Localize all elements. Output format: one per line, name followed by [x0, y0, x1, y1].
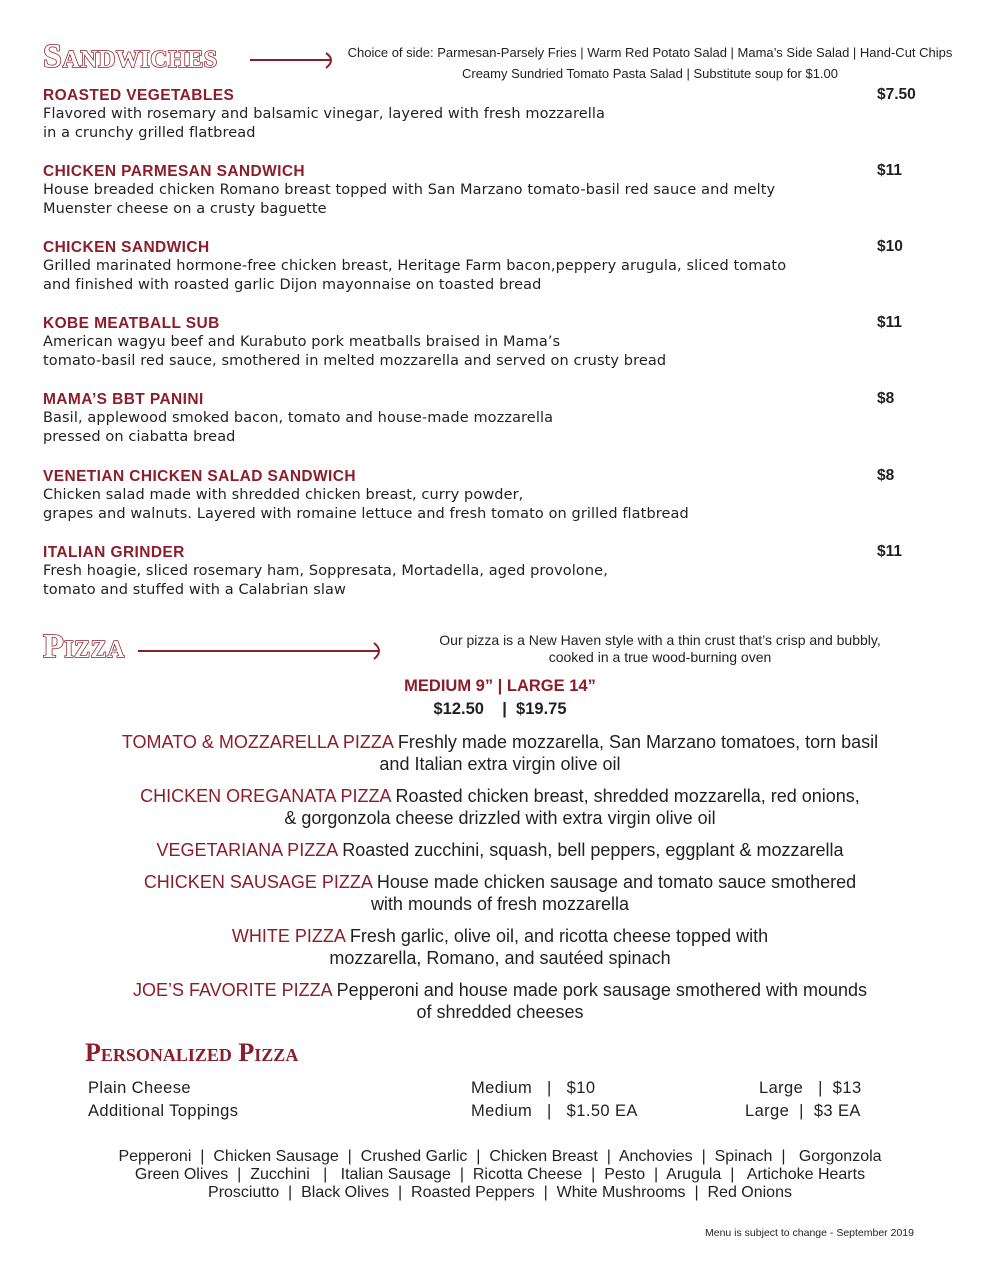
item-name: ROASTED VEGETABLES — [43, 87, 235, 104]
item-desc: House breaded chicken Romano breast topped with San Marzano tomato-basil red sauce and melty Muenster cheese on a crusty baguette — [43, 182, 776, 217]
item-name: VENETIAN CHICKEN SALAD SANDWICH — [43, 468, 356, 485]
pizza-prices: $12.50 | $19.75 — [433, 700, 567, 718]
item-name: CHICKEN SANDWICH — [43, 239, 210, 256]
toppings-list: Pepperoni | Chicken Sausage | Crushed Garlic | Chicken Breast | Anchovies | Spinach | Gorgonzola Green Olives | Zucchini | Italian Sausage | Ricotta Cheese | Pesto | Arugula | Artichoke Hearts Prosciutto | Black Olives | Roasted Peppers | White Mushrooms | Red Onions — [118, 1148, 882, 1201]
row-large: Large | $3 EA — [745, 1102, 861, 1120]
item-price: $8 — [877, 467, 895, 484]
footer-note: Menu is subject to change - September 2019 — [705, 1227, 914, 1239]
pizza-name: WHITE PIZZA — [231, 926, 345, 946]
sandwiches-header — [43, 40, 218, 74]
pizza-name: CHICKEN OREGANATA PIZZA — [140, 786, 391, 806]
pizza-note: Our pizza is a New Haven style with a thin crust that’s crisp and bubbly, cooked in a true wood-burning oven — [439, 632, 881, 665]
sandwich-item — [43, 314, 943, 371]
item-desc: Basil, applewood smoked bacon, tomato and house-made mozzarella pressed on ciabatta bread — [43, 410, 554, 445]
row-label: Plain Cheese — [88, 1079, 191, 1097]
pizza-item: WHITE PIZZA Fresh garlic, olive oil, and ricotta cheese topped with mozzarella, Romano, and sautéed spinach — [231, 926, 769, 968]
item-price: $11 — [877, 314, 903, 331]
sandwich-item — [43, 86, 943, 143]
item-name: ITALIAN GRINDER — [43, 544, 185, 561]
sides-line-2: Creamy Sundried Tomato Pasta Salad | Substitute soup for $1.00 — [461, 66, 839, 81]
item-price: $10 — [877, 238, 903, 255]
pizza-item: CHICKEN SAUSAGE PIZZA House made chicken sausage and tomato sauce smothered with mounds of fresh mozzarella — [143, 872, 857, 914]
pizza-item: CHICKEN OREGANATA PIZZA Roasted chicken breast, shredded mozzarella, red onions, & gorgonzola cheese drizzled with extra virgin olive oil — [140, 786, 860, 828]
sandwiches-divider-icon — [250, 50, 340, 72]
sandwich-item — [43, 467, 943, 524]
sandwich-item — [43, 390, 943, 447]
item-desc: Grilled marinated hormone-free chicken breast, Heritage Farm bacon,peppery arugula, sliced tomato and finished with roasted garlic Dijon mayonnaise on toasted bread — [43, 258, 787, 293]
pizza-name: VEGETARIANA PIZZA — [156, 840, 338, 860]
pizza-sizes: MEDIUM 9” | LARGE 14” — [404, 677, 596, 695]
personalized-row — [88, 1079, 191, 1098]
sandwich-item — [43, 162, 943, 219]
personalized-row — [88, 1102, 238, 1121]
personalized-pizza-title: Personalized Pizza — [85, 1038, 299, 1067]
item-desc: Fresh hoagie, sliced rosemary ham, Soppresata, Mortadella, aged provolone, tomato and stuffed with a Calabrian slaw — [43, 563, 608, 598]
sandwiches-title: Sandwiches — [43, 38, 218, 75]
sandwich-item — [43, 238, 943, 295]
item-price: $11 — [877, 162, 903, 179]
item-name: KOBE MEATBALL SUB — [43, 315, 220, 332]
sides-note — [345, 42, 955, 84]
pizza-title: Pizza — [43, 628, 125, 665]
pizza-name: JOE’S FAVORITE PIZZA — [132, 980, 332, 1000]
item-price: $7.50 — [877, 86, 916, 103]
row-medium: Medium | $1.50 EA — [471, 1102, 638, 1120]
row-label: Additional Toppings — [88, 1102, 239, 1120]
item-name: CHICKEN PARMESAN SANDWICH — [43, 163, 306, 180]
item-price: $11 — [877, 543, 903, 560]
item-name: MAMA’S BBT PANINI — [43, 391, 204, 408]
row-medium: Medium | $10 — [471, 1079, 596, 1097]
sides-line-1: Choice of side: Parmesan-Parsely Fries | Warm Red Potato Salad | Mama’s Side Salad | Hand-Cut Chips — [347, 45, 953, 60]
pizza-item: VEGETARIANA PIZZA Roasted zucchini, squash, bell peppers, eggplant & mozzarella — [156, 840, 844, 860]
item-desc: Chicken salad made with shredded chicken breast, curry powder, grapes and walnuts. Layered with romaine lettuce and fresh tomato on grilled flatbread — [43, 487, 689, 522]
pizza-name: CHICKEN SAUSAGE PIZZA — [143, 872, 372, 892]
item-desc: Flavored with rosemary and balsamic vinegar, layered with fresh mozzarella in a crunchy grilled flatbread — [43, 106, 605, 141]
pizza-divider-icon — [138, 640, 388, 662]
item-price: $8 — [877, 390, 895, 407]
sandwich-item — [43, 543, 943, 600]
item-desc: American wagyu beef and Kurabuto pork meatballs braised in Mama’s tomato-basil red sauce, smothered in melted mozzarella and served on crusty bread — [43, 334, 667, 369]
row-large: Large | $13 — [759, 1079, 862, 1097]
pizza-name: TOMATO & MOZZARELLA PIZZA — [121, 732, 393, 752]
pizza-item: TOMATO & MOZZARELLA PIZZA Freshly made mozzarella, San Marzano tomatoes, torn basil and Italian extra virgin olive oil — [121, 732, 879, 774]
pizza-item: JOE’S FAVORITE PIZZA Pepperoni and house made pork sausage smothered with mounds of shredded cheeses — [132, 980, 868, 1022]
